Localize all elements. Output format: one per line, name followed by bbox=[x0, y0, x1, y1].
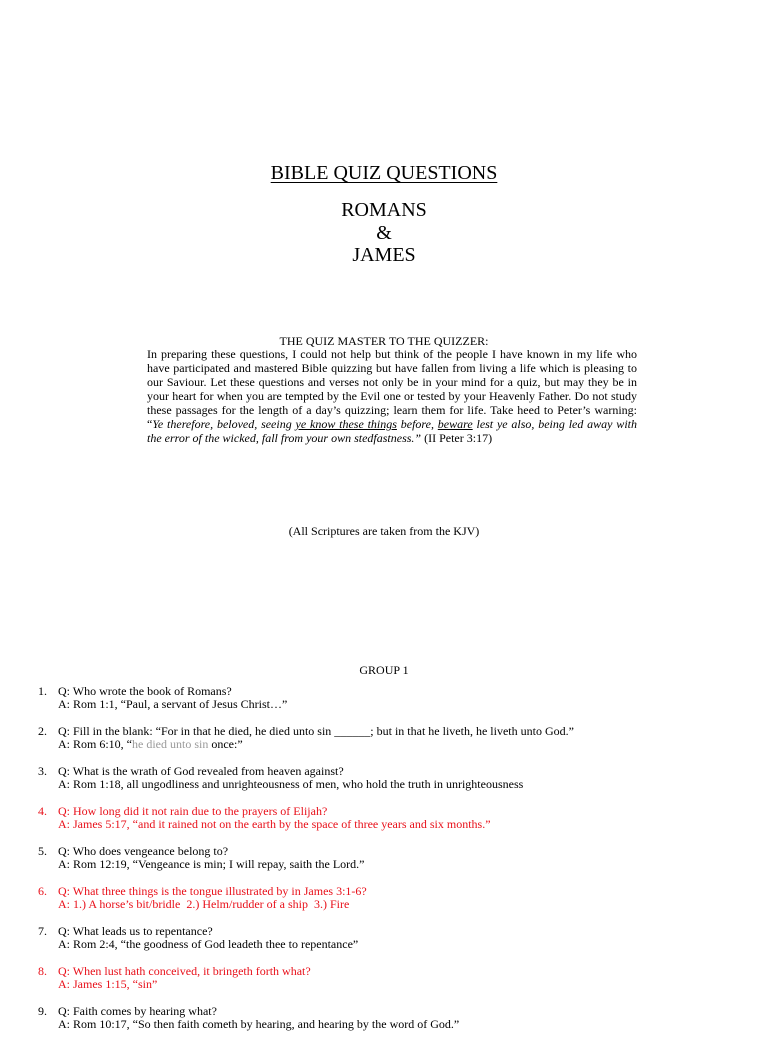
quote-part-1: Ye therefore, beloved, seeing bbox=[152, 417, 296, 431]
question-item bbox=[0, 765, 768, 791]
subtitle-james: JAMES bbox=[352, 244, 416, 266]
answer-text: A: Rom 12:19, “Vengeance is min; I will repay, saith the Lord.” bbox=[58, 857, 365, 871]
scripture-note: (All Scriptures are taken from the KJV) bbox=[288, 524, 480, 538]
answer-prefix: A: Rom 6:10, “ bbox=[58, 737, 132, 751]
question-text: Q: Who wrote the book of Romans? bbox=[58, 684, 232, 698]
group-heading: GROUP 1 bbox=[359, 663, 409, 677]
quote-underline-1: ye know these things bbox=[295, 417, 397, 431]
question-text: Q: How long did it not rain due to the prayers of Elijah? bbox=[58, 804, 328, 818]
quote-part-2: before, bbox=[396, 417, 438, 431]
question-number: 7. bbox=[38, 924, 47, 938]
intro-heading: THE QUIZ MASTER TO THE QUIZZER: bbox=[279, 334, 489, 348]
answer-text: A: Rom 2:4, “the goodness of God leadeth thee to repentance” bbox=[58, 937, 359, 951]
intro-body-text: In preparing these questions, I could not help but think of the people I have known in my life who have participated and mastered Bible quizzing but have fallen from living a life which is pleasing to our Saviour. Let these questions and verses not only be in your mind for a quiz, but may they be in your heart for when you are tempted by the Evil one or tested by your Heavenly Father. Do not study these passages for the length of a day’s quizzing; learn them for life. Take heed to Peter’s warning: “ bbox=[147, 347, 637, 431]
question-list bbox=[0, 685, 768, 1045]
answer-fill-in: he died unto sin bbox=[132, 737, 209, 751]
subtitle-ampersand: & bbox=[376, 222, 392, 244]
quote-reference: (II Peter 3:17) bbox=[421, 431, 493, 445]
answer-suffix: once:” bbox=[208, 737, 243, 751]
intro-paragraph bbox=[147, 347, 637, 445]
question-item bbox=[0, 1005, 768, 1031]
subtitle-romans: ROMANS bbox=[341, 199, 427, 221]
answer-text: A: 1.) A horse’s bit/bridle 2.) Helm/rudder of a ship 3.) Fire bbox=[58, 897, 350, 911]
answer-text: A: Rom 10:17, “So then faith cometh by hearing, and hearing by the word of God.” bbox=[58, 1017, 460, 1031]
answer-text: A: James 5:17, “and it rained not on the earth by the space of three years and six months.” bbox=[58, 817, 491, 831]
question-number: 2. bbox=[38, 724, 47, 738]
question-item bbox=[0, 725, 768, 751]
question-text: Q: What three things is the tongue illustrated by in James 3:1-6? bbox=[58, 884, 367, 898]
question-number: 1. bbox=[38, 684, 47, 698]
answer-text: A: Rom 1:1, “Paul, a servant of Jesus Christ…” bbox=[58, 697, 288, 711]
question-item-highlighted bbox=[0, 885, 768, 911]
question-text: Q: What is the wrath of God revealed from heaven against? bbox=[58, 764, 344, 778]
document-title: BIBLE QUIZ QUESTIONS bbox=[270, 162, 498, 184]
question-number: 8. bbox=[38, 964, 47, 978]
answer-text bbox=[58, 738, 243, 751]
quote-part-3: lest ye also, being led away with the error of the wicked, fall from your own stedfastness.” bbox=[147, 417, 637, 445]
question-item-highlighted bbox=[0, 805, 768, 831]
answer-text: A: Rom 1:18, all ungodliness and unrighteousness of men, who hold the truth in unrighteousness bbox=[58, 777, 524, 791]
question-text: Q: What leads us to repentance? bbox=[58, 924, 213, 938]
question-text: Q: Faith comes by hearing what? bbox=[58, 1004, 217, 1018]
question-item bbox=[0, 845, 768, 871]
question-item-highlighted bbox=[0, 965, 768, 991]
quote-underline-2: beware bbox=[437, 417, 473, 431]
question-item bbox=[0, 925, 768, 951]
intro-quote bbox=[147, 417, 637, 445]
question-text: Q: When lust hath conceived, it bringeth forth what? bbox=[58, 964, 311, 978]
question-number: 9. bbox=[38, 1004, 47, 1018]
question-number: 4. bbox=[38, 804, 47, 818]
question-number: 5. bbox=[38, 844, 47, 858]
question-number: 3. bbox=[38, 764, 47, 778]
question-text: Q: Who does vengeance belong to? bbox=[58, 844, 229, 858]
question-text: Q: Fill in the blank: “For in that he died, he died unto sin ______; but in that he liveth, he liveth unto God.” bbox=[58, 724, 574, 738]
question-number: 6. bbox=[38, 884, 47, 898]
question-item bbox=[0, 685, 768, 711]
answer-text: A: James 1:15, “sin” bbox=[58, 977, 158, 991]
